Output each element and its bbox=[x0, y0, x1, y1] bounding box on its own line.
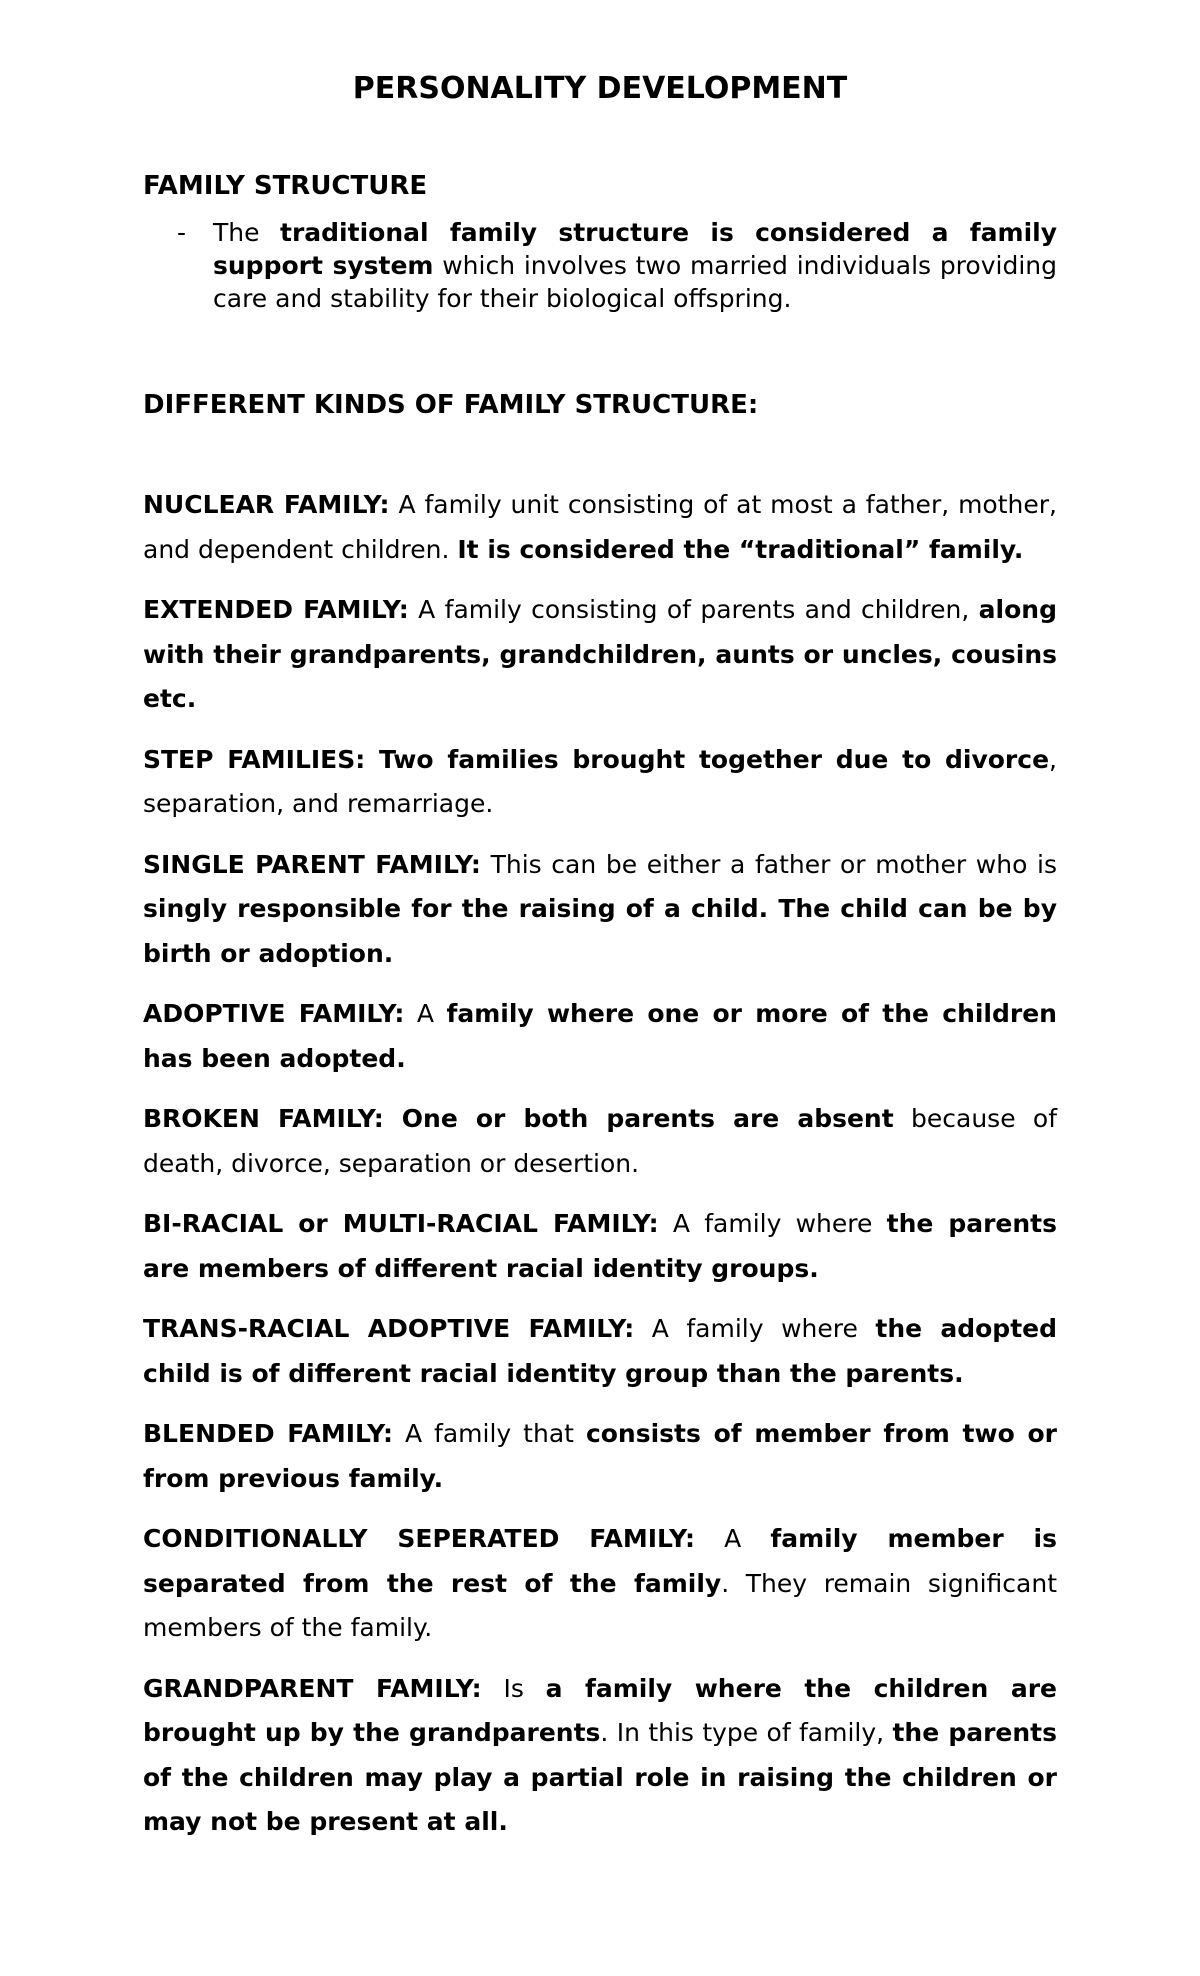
entry-step-families bbox=[143, 738, 1057, 827]
entry-biracial-family bbox=[143, 1202, 1057, 1291]
entry-nuclear-family bbox=[143, 483, 1057, 572]
entry-grandparent-family bbox=[143, 1667, 1057, 1845]
entry-text: A family where bbox=[658, 1209, 887, 1238]
entry-conditionally-separated-family bbox=[143, 1517, 1057, 1651]
entry-emphasis: singly responsible for the raising of a child. The child can be by birth or adoption. bbox=[143, 894, 1057, 968]
entry-emphasis: consists of member from two or from previous family. bbox=[143, 1419, 1057, 1493]
entry-adoptive-family bbox=[143, 992, 1057, 1081]
entry-emphasis: a family where the children are brought up by the grandparents bbox=[143, 1673, 1057, 1747]
entry-text: . They remain significant members of the family. bbox=[143, 1568, 1057, 1642]
entry-text: , separation, and remarriage. bbox=[143, 744, 1057, 818]
entry-text: A bbox=[404, 999, 447, 1028]
bullet-dash: - bbox=[177, 218, 187, 247]
entry-extended-family bbox=[143, 588, 1057, 722]
entry-emphasis: the parents are members of different racial identity groups. bbox=[143, 1209, 1057, 1283]
entry-emphasis: It is considered the “traditional” family. bbox=[457, 534, 1024, 564]
entry-label: BROKEN FAMILY: One or both parents are absent bbox=[143, 1104, 894, 1133]
family-structure-definition bbox=[143, 216, 1057, 315]
entry-text: A family consisting of parents and children, bbox=[408, 595, 979, 624]
kinds-heading: DIFFERENT KINDS OF FAMILY STRUCTURE: bbox=[143, 390, 759, 420]
entry-broken-family bbox=[143, 1097, 1057, 1186]
family-kinds-list bbox=[143, 483, 1057, 1845]
definition-prefix: The bbox=[213, 218, 281, 247]
entry-label: EXTENDED FAMILY: bbox=[143, 595, 409, 624]
entry-label: ADOPTIVE FAMILY: bbox=[143, 999, 405, 1028]
definition-bold: traditional family structure is considered a family support system bbox=[213, 218, 1057, 280]
entry-label: BLENDED FAMILY: bbox=[143, 1419, 393, 1448]
entry-text: because of death, divorce, separation or desertion. bbox=[143, 1104, 1057, 1178]
entry-text: A family unit consisting of at most a father, mother, and dependent children. bbox=[143, 490, 1057, 564]
entry-label: GRANDPARENT FAMILY: bbox=[143, 1673, 482, 1703]
entry-text: Is bbox=[481, 1673, 546, 1703]
entry-text: A family that bbox=[393, 1419, 586, 1448]
definition-rest: which involves two married individuals providing care and stability for their biological offspring. bbox=[213, 251, 1057, 313]
entry-label: STEP FAMILIES: Two families brought together due to divorce bbox=[143, 744, 1050, 774]
entry-label: NUCLEAR FAMILY: bbox=[143, 490, 390, 519]
entry-emphasis: family where one or more of the children has been adopted. bbox=[143, 999, 1057, 1073]
entry-text: A family where bbox=[634, 1314, 876, 1343]
entry-label: TRANS-RACIAL ADOPTIVE FAMILY: bbox=[143, 1314, 635, 1343]
entry-label: BI-RACIAL or MULTI-RACIAL FAMILY: bbox=[143, 1209, 659, 1238]
family-structure-heading: FAMILY STRUCTURE bbox=[143, 171, 428, 201]
entry-emphasis: family member is separated from the rest of the family bbox=[143, 1524, 1058, 1598]
entry-transracial-adoptive-family bbox=[143, 1307, 1057, 1396]
entry-label: CONDITIONALLY SEPERATED FAMILY: bbox=[143, 1524, 695, 1553]
entry-emphasis: along with their grandparents, grandchildren, aunts or uncles, cousins etc. bbox=[143, 595, 1057, 713]
entry-text: This can be either a father or mother who is bbox=[480, 849, 1058, 879]
entry-single-parent-family bbox=[143, 843, 1057, 977]
entry-text: . In this type of family, bbox=[600, 1718, 893, 1747]
entry-text: A bbox=[695, 1524, 771, 1553]
entry-emphasis: the adopted child is of different racial identity group than the parents. bbox=[143, 1314, 1058, 1388]
document-title: PERSONALITY DEVELOPMENT bbox=[352, 71, 848, 106]
entry-label: SINGLE PARENT FAMILY: bbox=[143, 849, 481, 879]
entry-emphasis: the parents of the children may play a partial role in raising the children or may not be present at all. bbox=[143, 1718, 1057, 1836]
entry-blended-family bbox=[143, 1412, 1057, 1501]
